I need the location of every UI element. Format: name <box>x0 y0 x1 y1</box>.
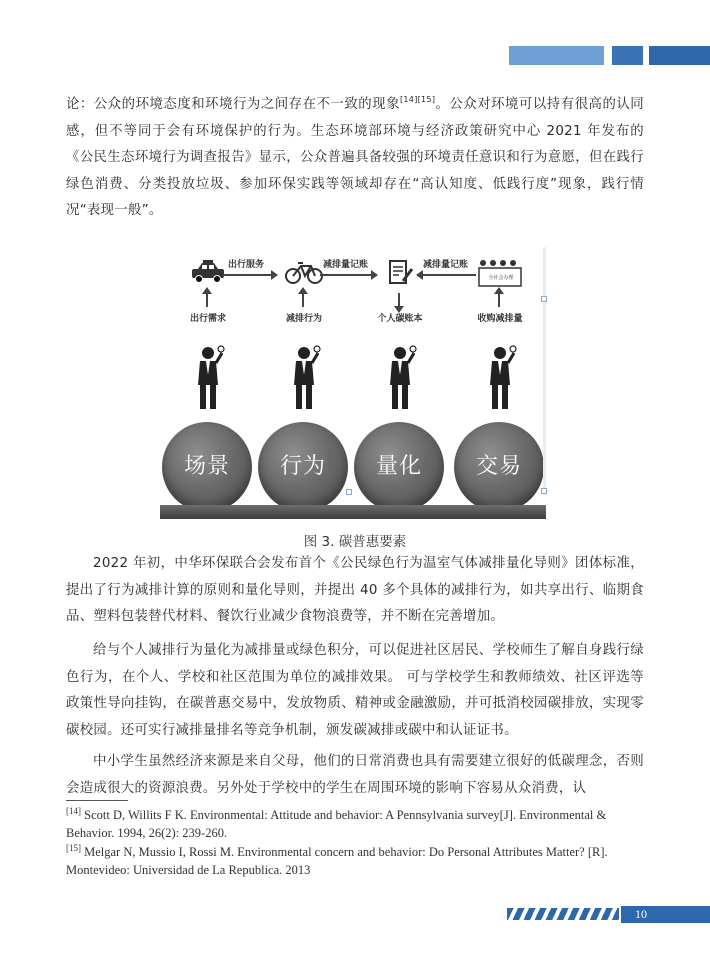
businessman-icon <box>188 345 228 411</box>
paragraph-4: 中小学生虽然经济来源是来自父母，他们的日常消费也具有需要建立很好的低碳理念，否则会造成很大的资源浪费。另外处于学校中的学生在周围环境的影响下容易从众消费，认 <box>66 754 644 796</box>
header-bar-light <box>509 46 604 65</box>
badge-text: 全社会办理 <box>488 275 514 281</box>
arrow-up-icon <box>302 293 304 307</box>
page-number: 10 <box>635 907 647 921</box>
footnote-number: [14] <box>66 806 81 816</box>
resize-handle-icon[interactable] <box>346 489 352 495</box>
arrow-up-icon <box>498 293 500 307</box>
footnote-14 <box>66 802 644 842</box>
paragraph-1-text-a: 论：公众的环境态度和环境行为之间存在不一致的现象 <box>66 97 400 112</box>
figure-col-label: 收购减排量 <box>477 314 523 324</box>
figure-col-label: 个人碳账本 <box>377 314 423 324</box>
footnote-number: [15] <box>66 843 81 853</box>
figure-column-trade <box>452 247 548 497</box>
top-label-travel-service: 出行服务 <box>228 260 265 270</box>
top-label-accounting-2: 减排量记账 <box>423 260 469 270</box>
businessman-icon <box>380 345 420 411</box>
figure-caption: 图 3. 碳普惠要素 <box>303 534 407 550</box>
arrow-up-icon <box>206 293 208 307</box>
businessman-icon <box>284 345 324 411</box>
circle-behavior: 行为 <box>258 422 348 512</box>
footnote-rule <box>66 800 128 801</box>
figure-col-label: 出行需求 <box>189 314 226 324</box>
paragraph-1-text-b: 。公众对环境可以持有很高的认同感，但不等同于会有环境保护的行为。生态环境部环境与经济政策研究中心 2021 年发布的《公民生态环境行为调查报告》显示，公众普遍具备较强的环境责任意识和行为意愿，但在践行绿色消费、分类投放垃圾、参加环保实践等领域却存在“高认知度、低践行度”现象，践行情况“表现一般”。 <box>66 97 644 218</box>
figure-column-behavior <box>256 247 352 497</box>
circle-scene: 场景 <box>162 422 252 512</box>
top-label-accounting-1: 减排量记账 <box>323 260 369 270</box>
figure-col-label: 减排行为 <box>285 314 322 324</box>
figure-carbon-inclusive-elements <box>160 247 544 517</box>
resize-handle-icon[interactable] <box>541 296 547 302</box>
paragraph-3: 给与个人减排行为量化为减排量或绿色积分，可以促进社区居民、学校师生了解自身践行绿色行为，在个人、学校和社区范围为单位的减排效果。 可与学校学生和教师绩效、社区评选等政策性导向挂钩，在碳普惠交易中，发放物质、精神或金融激励，并可抵消校园碳排放，实现零碳校园。还可实行减排量排名等竞争机制，颁发碳减排或碳中和认证证书。 <box>66 643 644 738</box>
footnote-text: Melgar N, Mussio I, Rossi M. Environmental concern and behavior: Do Personal Attributes Matter? [R]. Montevideo: Universidad de La Republica. 2013 <box>66 845 608 877</box>
footer-stripes <box>507 908 619 920</box>
footnote-15 <box>66 839 644 879</box>
paragraph-1 <box>66 92 644 225</box>
figure-bottom-bar <box>160 505 546 519</box>
circle-trade: 交易 <box>454 422 544 512</box>
businessman-icon <box>480 345 520 411</box>
figure-frame-edge <box>543 247 546 495</box>
figure-column-quantify <box>352 247 448 497</box>
footnote-text: Scott D, Willits F K. Environmental: Attitude and behavior: A Pennsylvania survey[J]. Environmental & Behavior. 1994, 26(2): 239-260. <box>66 808 607 840</box>
header-bar-dark <box>649 46 710 65</box>
figure-column-scene <box>160 247 256 497</box>
paragraph-2: 2022 年初，中华环保联合会发布首个《公民绿色行为温室气体减排量化导则》团体标准，提出了行为减排计算的原则和量化导则，并提出 40 多个具体的减排行为，如共享出行、临期食品、塑料包装替代材料、餐饮行业减少食物浪费等，并不断在完善增加。 <box>66 556 644 624</box>
resize-handle-icon[interactable] <box>541 488 547 494</box>
citation-14-15[interactable]: [14][15] <box>400 95 436 104</box>
circle-quantify: 量化 <box>354 422 444 512</box>
header-bar-mid <box>612 46 643 65</box>
arrow-down-icon <box>398 293 400 307</box>
